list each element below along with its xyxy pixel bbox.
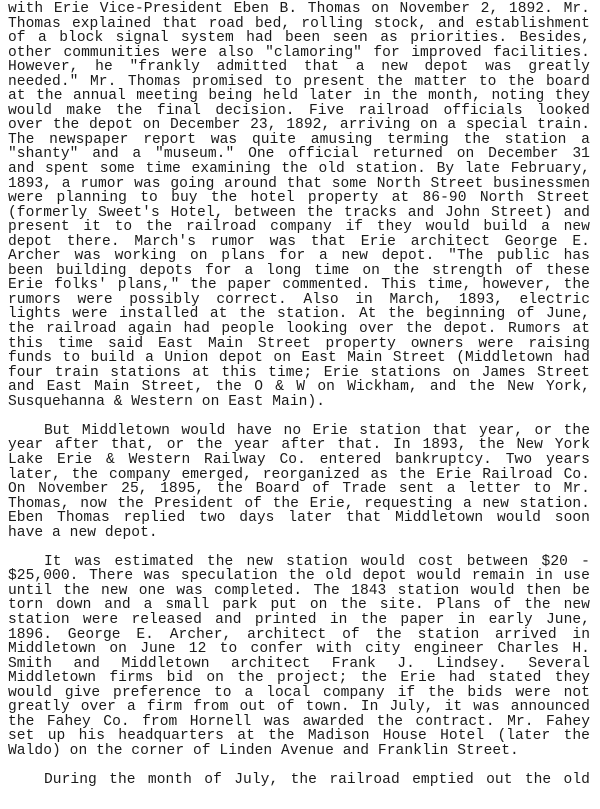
text-line: It was estimated the new station would cost between $20 - bbox=[44, 553, 590, 570]
text-line: at the annual meeting being held later in the month, noting they bbox=[8, 88, 590, 105]
text-line: set up his headquarters at the Madison House Hotel (later the bbox=[8, 728, 590, 745]
text-line: On November 25, 1895, the Board of Trade sent a letter to Mr. bbox=[8, 481, 590, 498]
text-line: the Fahey Co. from Hornell was awarded the contract. Mr. Fahey bbox=[8, 713, 590, 730]
text-line: until the new one was completed. The 1843 station would then be bbox=[8, 582, 590, 599]
text-line: 1893, a rumor was going around that some North Street businessmen bbox=[8, 175, 590, 192]
text-line: would make the final decision. Five railroad officials looked bbox=[8, 102, 590, 119]
text-line: and spent some time examining the old station. By late February, bbox=[8, 161, 590, 178]
text-line: (formerly Sweet's Hotel, between the tracks and John Street) and bbox=[8, 204, 590, 221]
text-line: other communities were also "clamoring" for improved facilities. bbox=[8, 44, 590, 61]
text-line: Erie folks' plans," the paper commented. This time, however, the bbox=[8, 277, 590, 294]
text-line: $25,000. There was speculation the old depot would remain in use bbox=[8, 568, 590, 585]
text-line: Middletown firms bid on the project; the Erie had stated they bbox=[8, 670, 590, 687]
text-line: rumors were possibly correct. Also in March, 1893, electric bbox=[8, 291, 590, 308]
text-line: Thomas, now the President of the Erie, requesting a new station. bbox=[8, 495, 590, 512]
text-line: torn down and a small park put on the site. Plans of the new bbox=[8, 597, 590, 614]
paragraph-no-erie-station bbox=[8, 424, 590, 540]
text-line: During the month of July, the railroad emptied out the old bbox=[44, 771, 590, 788]
text-line: station were released and printed in the paper in early June, bbox=[8, 611, 590, 628]
text-line: funds to build a Union depot on East Main Street (Middletown had bbox=[8, 350, 590, 367]
paragraph-gap bbox=[8, 758, 590, 773]
text-line: However, he "frankly admitted that a new depot was greatly bbox=[8, 59, 590, 76]
text-line: later, the company emerged, reorganized as the Erie Railroad Co. bbox=[8, 466, 590, 483]
document-page bbox=[8, 2, 590, 788]
text-line: Waldo) on the corner of Linden Avenue and Franklin Street. bbox=[8, 742, 519, 759]
paragraph-july bbox=[8, 773, 590, 788]
paragraph-erie-vice-president bbox=[8, 2, 590, 409]
text-line: this time said East Main Street property owners were raising bbox=[8, 335, 590, 352]
text-line: present it to the railroad company if they would build a new bbox=[8, 219, 590, 236]
text-line: and East Main Street, the O & W on Wickham, and the New York, bbox=[8, 379, 590, 396]
text-line: over the depot on December 23, 1892, arriving on a special train. bbox=[8, 117, 590, 134]
text-line: depot there. March's rumor was that Erie architect George E. bbox=[8, 233, 590, 250]
paragraph-station-cost bbox=[8, 555, 590, 759]
text-line: lights were installed at the station. At the beginning of June, bbox=[8, 306, 590, 323]
text-line: were planning to buy the hotel property at 86-90 North Street bbox=[8, 190, 590, 207]
text-line: would give preference to a local company if the bids were not bbox=[8, 684, 590, 701]
text-line: Middletown on June 12 to confer with city engineer Charles H. bbox=[8, 641, 590, 658]
text-line: greatly over a firm from out of town. In July, it was announced bbox=[8, 699, 590, 716]
text-line: Lake Erie & Western Railway Co. entered bankruptcy. Two years bbox=[8, 451, 590, 468]
text-line: But Middletown would have no Erie station that year, or the bbox=[44, 422, 590, 439]
text-line: of a block signal system had been seen as priorities. Besides, bbox=[8, 30, 590, 47]
text-line: have a new depot. bbox=[8, 524, 158, 541]
text-line: four train stations at this time; Erie stations on James Street bbox=[8, 364, 590, 381]
text-line: been building depots for a long time on the strength of these bbox=[8, 262, 590, 279]
paragraph-gap bbox=[8, 540, 590, 555]
text-line: Smith and Middletown architect Frank J. Lindsey. Several bbox=[8, 655, 590, 672]
text-line: Eben Thomas replied two days later that Middletown would soon bbox=[8, 510, 590, 527]
text-line: The newspaper report was quite amusing terming the station a bbox=[8, 131, 590, 148]
paragraph-gap bbox=[8, 409, 590, 424]
text-line: Susquehanna & Western on East Main). bbox=[8, 393, 326, 410]
text-line: the railroad again had people looking over the depot. Rumors at bbox=[8, 321, 590, 338]
text-line: needed." Mr. Thomas promised to present the matter to the board bbox=[8, 73, 590, 90]
text-line: Thomas explained that road bed, rolling stock, and establishment bbox=[8, 15, 590, 32]
text-line: year after that, or the year after that. In 1893, the New York bbox=[8, 437, 590, 454]
text-line: "shanty" and a "museum." One official returned on December 31 bbox=[8, 146, 590, 163]
text-line: Archer was working on plans for a new depot. "The public has bbox=[8, 248, 590, 265]
text-line: 1896. George E. Archer, architect of the station arrived in bbox=[8, 626, 590, 643]
text-line: with Erie Vice-President Eben B. Thomas on November 2, 1892. Mr. bbox=[8, 1, 590, 17]
